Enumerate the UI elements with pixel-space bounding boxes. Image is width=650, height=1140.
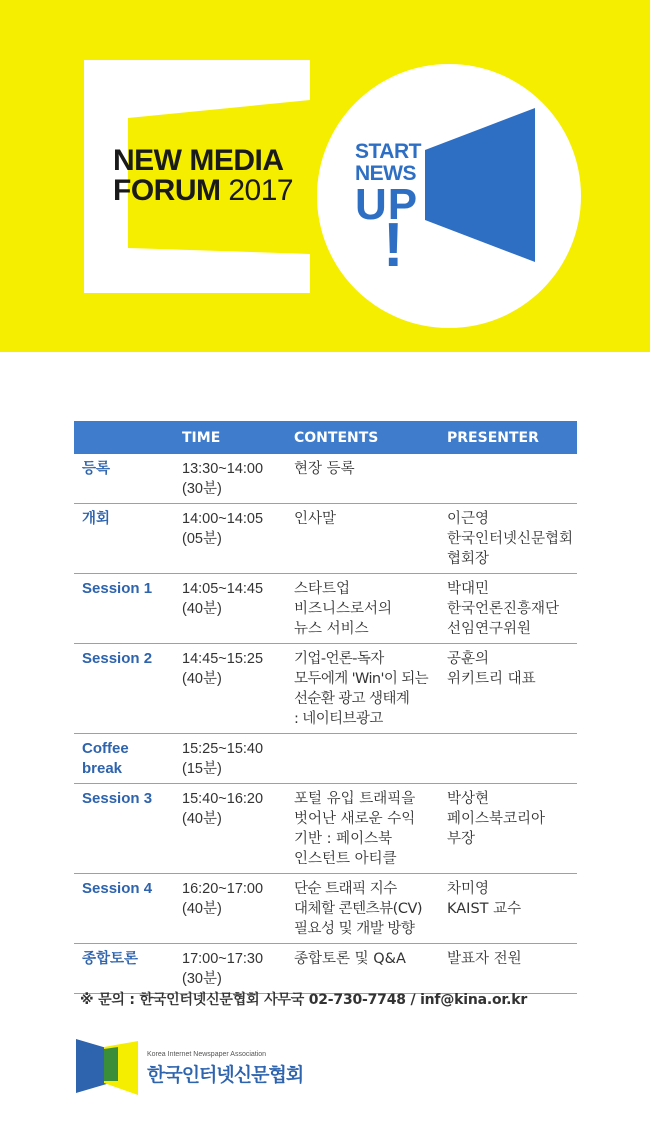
table-row [74,454,577,504]
time-cell: 15:25~15:40 (15분) [182,734,294,784]
contents-cell: 종합토론 및 Q&A [294,944,447,994]
contents-cell: 현장 등록 [294,454,447,504]
logo-korean-name: 한국인터넷신문협회 [147,1064,304,1086]
session-cell: Session 2 [74,644,182,734]
contents-cell: 인사말 [294,504,447,574]
time-cell: 14:05~14:45 (40분) [182,574,294,644]
presenter-cell [447,734,577,784]
contents-cell: 스타트업 비즈니스로서의 뉴스 서비스 [294,574,447,644]
table-row [74,734,577,784]
table-row [74,784,577,874]
banner-graphic [0,0,650,352]
title-forum: FORUM [113,174,221,207]
title-year: 2017 [220,174,294,207]
slogan-news: NEWS [355,162,416,185]
slogan-up: UP [355,180,419,229]
header-time: TIME [182,421,294,454]
association-logo-icon [74,1035,144,1097]
presenter-cell: 발표자 전원 [447,944,577,994]
session-cell: Session 1 [74,574,182,644]
session-cell: Session 3 [74,784,182,874]
time-cell: 17:00~17:30 (30분) [182,944,294,994]
table-row [74,944,577,994]
contact-info: ※ 문의 : 한국인터넷신문협회 사무국 02-730-7748 / inf@kina.or.kr [80,992,528,1008]
contents-cell: 기업-언론-독자 모두에게 'Win'이 되는 선순환 광고 생태계 : 네이티브광고 [294,644,447,734]
time-cell: 16:20~17:00 (40분) [182,874,294,944]
presenter-cell: 이근영 한국인터넷신문협회 협회장 [447,504,577,574]
table-row [74,874,577,944]
presenter-cell: 박대민 한국언론진흥재단 선임연구위원 [447,574,577,644]
forum-title [113,146,293,206]
session-cell: Coffee break [74,734,182,784]
schedule-table [74,421,577,994]
presenter-cell: 차미영 KAIST 교수 [447,874,577,944]
header-session [74,421,182,454]
presenter-cell: 공훈의 위키트리 대표 [447,644,577,734]
slogan-start: START [355,140,421,163]
table-header-row [74,421,577,454]
contents-cell [294,734,447,784]
contents-cell: 단순 트래픽 지수 대체할 콘텐츠뷰(CV) 필요성 및 개발 방향 [294,874,447,944]
logo-english-name: Korea Internet Newspaper Association [147,1051,267,1058]
table-row [74,644,577,734]
forum-banner [0,0,650,352]
startup-slogan [355,140,421,280]
title-line-2 [113,176,293,206]
session-cell: 개회 [74,504,182,574]
contents-cell: 포털 유입 트래픽을 벗어난 새로운 수익 기반 : 페이스북 인스턴트 아티클 [294,784,447,874]
time-cell: 14:00~14:05 (05분) [182,504,294,574]
header-contents: CONTENTS [294,421,447,454]
time-cell: 14:45~15:25 (40분) [182,644,294,734]
session-cell: Session 4 [74,874,182,944]
time-cell: 15:40~16:20 (40분) [182,784,294,874]
table-row [74,504,577,574]
title-line-1: NEW MEDIA [113,144,284,177]
presenter-cell: 박상현 페이스북코리아 부장 [447,784,577,874]
table-row [74,574,577,644]
session-cell: 등록 [74,454,182,504]
presenter-cell [447,454,577,504]
session-cell: 종합토론 [74,944,182,994]
slogan-exclamation: ! [383,211,404,280]
time-cell: 13:30~14:00 (30분) [182,454,294,504]
header-presenter: PRESENTER [447,421,577,454]
